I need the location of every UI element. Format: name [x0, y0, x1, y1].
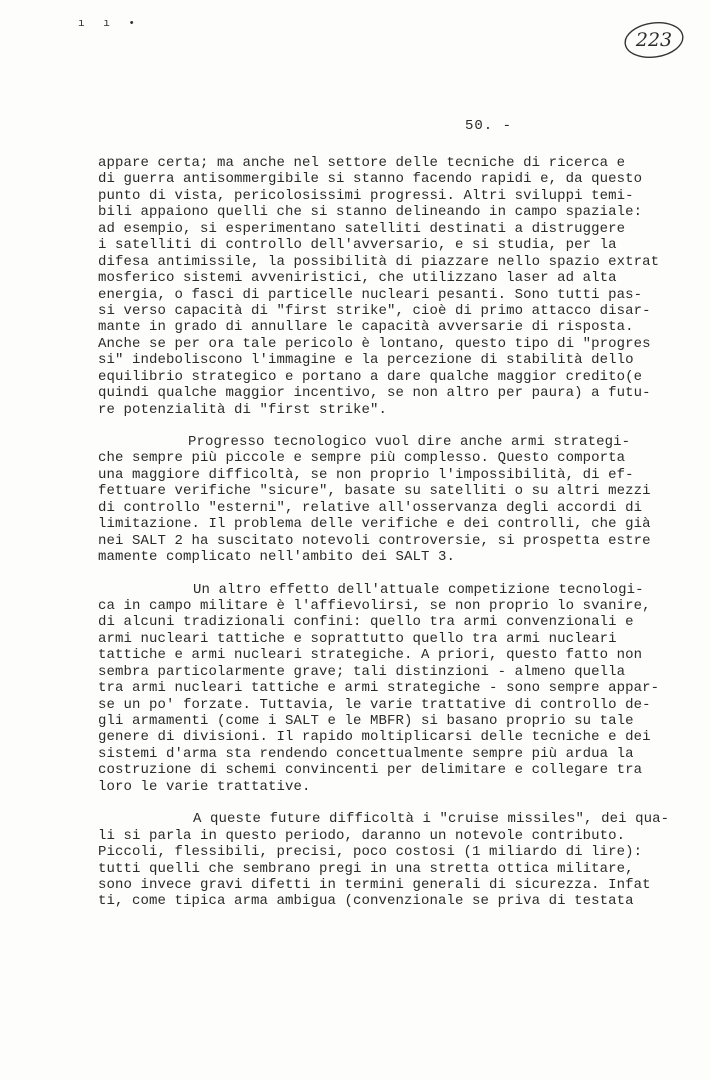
text-line: una maggiore difficoltà, se non proprio l'impossibilità, di ef-: [98, 466, 634, 483]
folio-number: 223: [635, 29, 673, 51]
text-line: punto di vista, pericolosissimi progressi. Altri sviluppi temi-: [98, 187, 634, 204]
text-line: costruzione di schemi convincenti per delimitare e collegare tra: [98, 762, 643, 779]
text-line: di controllo "esterni", relative all'osservanza degli accordi di: [98, 499, 643, 516]
text-line: li si parla in questo periodo, daranno un notevole contributo.: [98, 827, 626, 844]
text-line: Progresso tecnologico vuol dire anche armi strategi-: [188, 434, 631, 450]
text-line: mosferico sistemi avveniristici, che utilizzano laser ad alta: [98, 270, 617, 287]
text-line: gli armamenti (come i SALT e le MBFR) si basano proprio su tale: [98, 713, 634, 729]
paragraph-3: [98, 582, 678, 796]
text-line: equilibrio strategico e portano a dare qualche maggior credito(e: [98, 368, 643, 385]
paragraph-1: [98, 155, 678, 418]
text-line: tutti quelli che sembrano pregi in una stretta ottica militare,: [98, 860, 634, 877]
body-text: [98, 155, 678, 910]
page-number: 50. -: [465, 118, 513, 134]
text-line: ti, come tipica arma ambigua (convenzionale se priva di testata: [98, 893, 634, 910]
text-line: si" indeboliscono l'immagine e la percezione di stabilità dello: [98, 352, 634, 369]
text-line: appare certa; ma anche nel settore delle tecniche di ricerca e: [98, 155, 626, 171]
paragraph-2: [98, 434, 678, 566]
text-line: Piccoli, flessibili, precisi, poco costosi (1 miliardo di lire):: [98, 844, 643, 861]
text-line: se un po' forzate. Tuttavia, le varie trattative di controllo de-: [98, 696, 651, 713]
text-line: sono invece gravi difetti in termini generali di sicurezza. Infat: [98, 876, 651, 893]
text-line: bili appaiono quelli che si stanno delineando in campo spaziale:: [98, 204, 643, 221]
text-line: ad esempio, si esperimentano satelliti destinati a distruggere: [98, 220, 626, 237]
text-line: di alcuni tradizionali confini: quello tra armi convenzionali e: [98, 614, 634, 631]
folio-stamp: [622, 20, 686, 60]
text-line: armi nucleari tattiche e soprattutto quello tra armi nucleari: [98, 630, 617, 647]
text-line: mante in grado di annullare le capacità avversarie di risposta.: [98, 319, 634, 336]
text-line: genere di divisioni. Il rapido moltiplicarsi delle tecniche e dei: [98, 729, 651, 746]
text-line: di guerra antisommergibile si stanno facendo rapidi e, da questo: [98, 171, 643, 188]
text-line: loro le varie trattative.: [98, 778, 311, 795]
text-line: si verso capacità di "first strike", cioè di primo attacco disar-: [98, 302, 651, 319]
text-line: nei SALT 2 ha suscitato notevoli controversie, si prospetta estre: [98, 532, 651, 549]
text-line: mamente complicato nell'ambito dei SALT 3.: [98, 549, 456, 566]
text-line: quindi qualche maggior incentivo, se non altro per paura) a futu-: [98, 385, 651, 402]
text-line: Anche se per ora tale pericolo è lontano, questo tipo di "progres: [98, 335, 651, 352]
text-line: energia, o fasci di particelle nucleari pesanti. Sono tutti pas-: [98, 286, 643, 303]
text-line: sembra particolarmente grave; tali distinzioni - almeno quella: [98, 663, 626, 680]
text-line: i satelliti di controllo dell'avversario, e si studia, per la: [98, 237, 617, 254]
text-line: tattiche e armi nucleari strategiche. A priori, questo fatto non: [98, 647, 643, 664]
text-line: A queste future difficoltà i "cruise missiles", dei qua-: [193, 811, 670, 828]
paragraph-4: [98, 811, 678, 910]
text-line: sistemi d'arma sta rendendo concettualmente sempre più ardua la: [98, 745, 634, 762]
text-line: re potenzialità di "first strike".: [98, 401, 388, 418]
text-line: ca in campo militare è l'affievolirsi, se non proprio lo svanire,: [98, 597, 651, 614]
corner-marks: ı ı •: [78, 18, 142, 30]
text-line: limitazione. Il problema delle verifiche e dei controlli, che già: [98, 516, 651, 533]
text-line: fettuare verifiche "sicure", basate su satelliti o su altri mezzi: [98, 483, 651, 500]
text-line: difesa antimissile, la possibilità di piazzare nello spazio extrat: [98, 253, 660, 270]
text-line: tra armi nucleari tattiche e armi strategiche - sono sempre appar-: [98, 680, 660, 697]
text-line: che sempre più piccole e sempre più complesso. Questo comporta: [98, 450, 626, 467]
text-line: Un altro effetto dell'attuale competizione tecnologi-: [193, 581, 644, 598]
